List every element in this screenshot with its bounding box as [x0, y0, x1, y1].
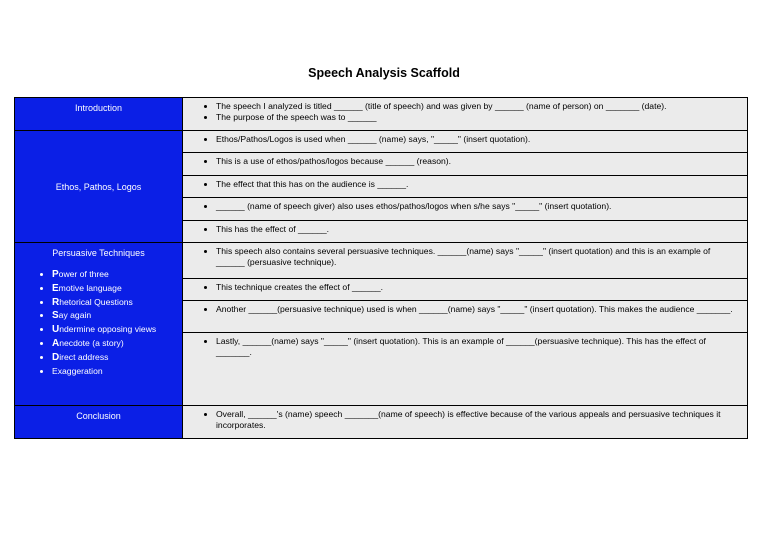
list-item: • This has the effect of ______.: [216, 224, 741, 235]
content-cell: [183, 131, 748, 153]
list-item: • The purpose of the speech was to ______: [216, 112, 741, 123]
technique-item: • Undermine opposing views: [52, 323, 182, 337]
table-row: [15, 243, 748, 279]
list-item: • This technique creates the effect of ______.: [216, 282, 741, 293]
introduction-content-cell: [183, 98, 748, 131]
section-label: Ethos, Pathos, Logos: [55, 181, 142, 192]
technique-item: • Exaggeration: [52, 365, 182, 379]
content-cell: [183, 333, 748, 406]
table-row: [15, 131, 748, 153]
technique-item: • Rhetorical Questions: [52, 296, 182, 310]
technique-item: • Power of three: [52, 268, 182, 282]
list-item: • Ethos/Pathos/Logos is used when ______ (name) says, "_____" (insert quotation).: [216, 134, 741, 145]
list-item: • Another ______(persuasive technique) used is when ______(name) says "_____" (insert quotation). This makes the audience _______.: [216, 304, 741, 315]
content-cell: [183, 221, 748, 243]
introduction-label-cell: [15, 98, 183, 131]
list-item: • The effect that this has on the audience is ______.: [216, 179, 741, 190]
content-cell: [183, 176, 748, 198]
content-cell: [183, 153, 748, 176]
section-label: Introduction: [74, 103, 123, 113]
content-cell: [183, 279, 748, 301]
table-row: [15, 406, 748, 439]
list-item: • Overall, ______'s (name) speech _______(name of speech) is effective because of the various appeals and persuasive techniques it incorporates.: [216, 409, 741, 431]
section-label: Persuasive Techniques: [52, 248, 145, 258]
techniques-list: [15, 268, 182, 378]
conclusion-content-cell: [183, 406, 748, 439]
section-label: Conclusion: [76, 411, 121, 421]
list-item: • The speech I analyzed is titled ______ (title of speech) and was given by ______ (name of person) on _______ (date).: [216, 101, 741, 112]
content-cell: [183, 301, 748, 333]
list-item: • ______ (name of speech giver) also uses ethos/pathos/logos when s/he says "_____" (insert quotation).: [216, 201, 741, 212]
list-item: • This speech also contains several persuasive techniques. ______(name) says "_____" (insert quotation) and this is an example of ______ (persuasive technique).: [216, 246, 741, 268]
list-item: • This is a use of ethos/pathos/logos because ______ (reason).: [216, 156, 741, 167]
persuasive-label-cell: [15, 243, 183, 406]
technique-item: • Direct address: [52, 351, 182, 365]
scaffold-table: [14, 97, 748, 439]
conclusion-label-cell: [15, 406, 183, 439]
technique-item: • Say again: [52, 309, 182, 323]
technique-item: • Emotive language: [52, 282, 182, 296]
content-cell: [183, 198, 748, 221]
content-cell: [183, 243, 748, 279]
table-row: [15, 98, 748, 131]
document-title: Speech Analysis Scaffold: [308, 66, 460, 80]
technique-item: • Anecdote (a story): [52, 337, 182, 351]
ethos-label-cell: [15, 131, 183, 243]
list-item: • Lastly, ______(name) says "_____" (insert quotation). This is an example of ______(persuasive technique). This has the effect of _______.: [216, 336, 741, 358]
